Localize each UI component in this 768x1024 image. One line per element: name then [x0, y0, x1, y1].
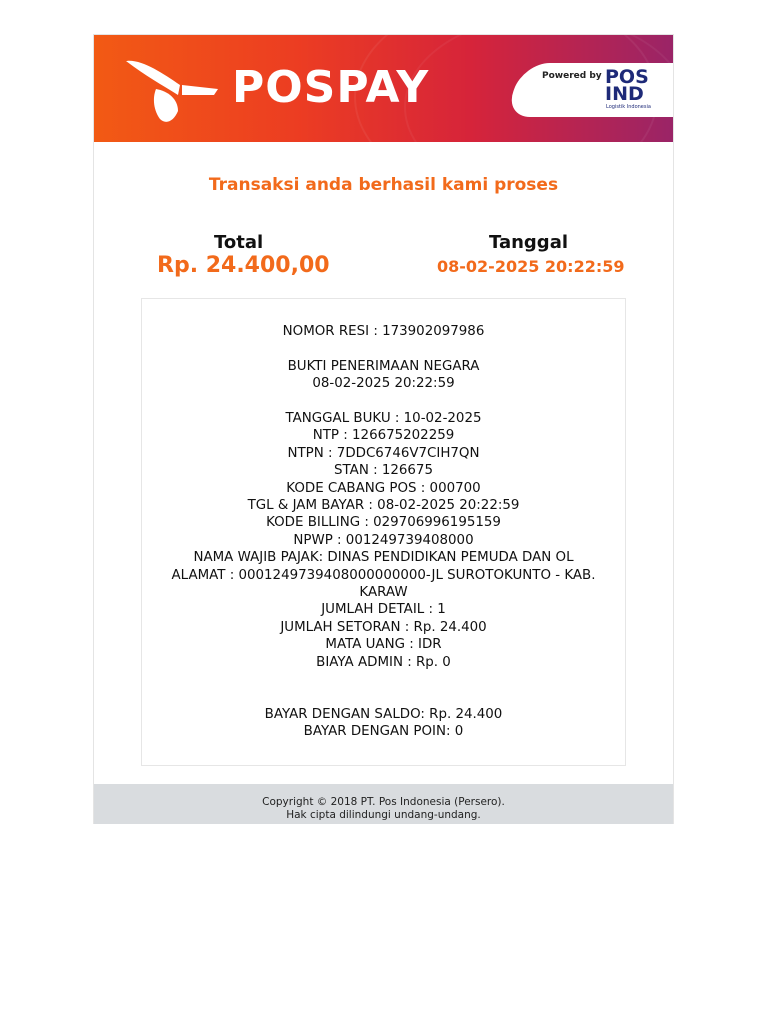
receipt-line: TANGGAL BUKU : 10-02-2025: [285, 411, 482, 426]
brand-name: POSPAY: [232, 62, 430, 113]
receipt-line: [142, 393, 625, 410]
posind-logo: POS IND: [605, 66, 649, 105]
receipt-line: BIAYA ADMIN : Rp. 0: [316, 654, 451, 670]
receipt-line: KODE CABANG POS : 000700: [286, 480, 481, 496]
footer: [94, 784, 673, 824]
receipt-lines: [142, 323, 625, 741]
receipt-card: [93, 34, 674, 824]
copyright-text: Copyright © 2018 PT. Pos Indonesia (Persero).: [262, 796, 505, 808]
receipt-line: NTPN : 7DDC6746V7CIH7QN: [287, 445, 480, 461]
receipt-line: STAN : 126675: [334, 463, 433, 479]
header-banner: [94, 35, 673, 142]
receipt-line: BAYAR DENGAN SALDO: Rp. 24.400: [264, 706, 503, 722]
receipt-line: NPWP : 001249739408000: [293, 532, 474, 548]
posind-tagline: Logistik Indonesia: [606, 104, 651, 110]
receipt-line: [142, 688, 625, 705]
receipt-line: ALAMAT : 0001249739408000000000-JL SUROTOKUNTO - KAB.: [171, 567, 596, 583]
transaction-date: 08-02-2025 20:22:59: [437, 257, 625, 276]
receipt-line: TGL & JAM BAYAR : 08-02-2025 20:22:59: [247, 498, 520, 514]
receipt-line: MATA UANG : IDR: [325, 637, 442, 653]
status-headline: Transaksi anda berhasil kami proses: [208, 175, 559, 195]
receipt-line: 08-02-2025 20:22:59: [312, 376, 455, 392]
receipt-line: KARAW: [359, 585, 408, 601]
total-amount: Rp. 24.400,00: [157, 253, 330, 278]
date-label: Tanggal: [489, 232, 569, 253]
total-label: Total: [214, 232, 264, 253]
receipt-details-box: [141, 298, 626, 766]
receipt-line: KODE BILLING : 029706996195159: [266, 515, 501, 531]
receipt-line: BUKTI PENERIMAAN NEGARA: [287, 358, 480, 374]
receipt-line: [142, 340, 625, 357]
receipt-line: JUMLAH SETORAN : Rp. 24.400: [280, 619, 487, 635]
receipt-line: NTP : 126675202259: [312, 428, 455, 444]
receipt-line: BAYAR DENGAN POIN: 0: [303, 724, 464, 740]
powered-by-label: Powered by: [542, 71, 602, 81]
receipt-line: JUMLAH DETAIL : 1: [321, 602, 446, 618]
pospay-logo-icon: [122, 55, 222, 127]
receipt-line: [142, 671, 625, 688]
receipt-line: NAMA WAJIB PAJAK: DINAS PENDIDIKAN PEMUDA DAN OL: [193, 550, 574, 566]
rights-text: Hak cipta dilindungi undang-undang.: [286, 809, 481, 821]
receipt-line: NOMOR RESI : 173902097986: [282, 324, 485, 339]
